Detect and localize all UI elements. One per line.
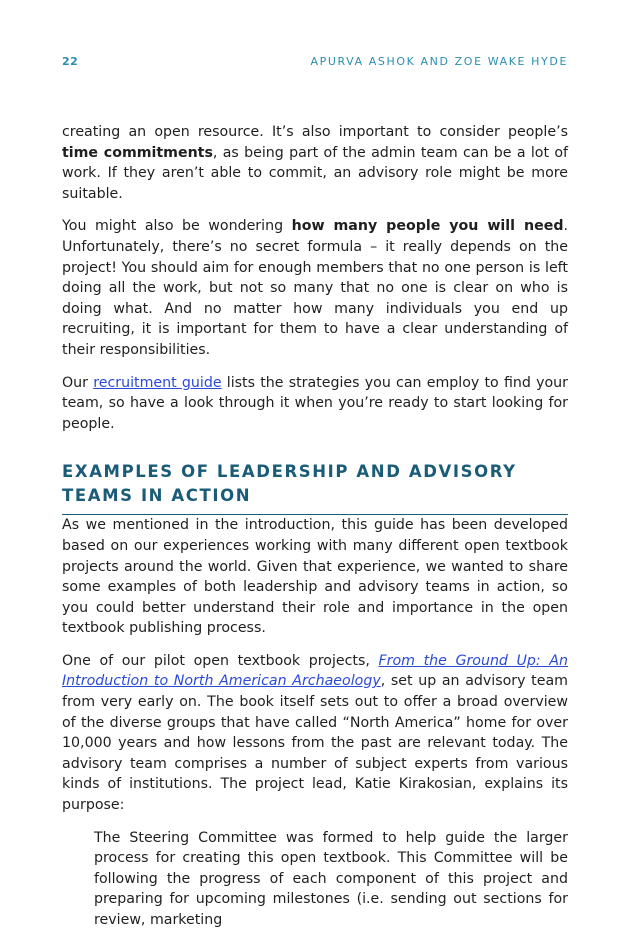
section-heading: EXAMPLES OF LEADERSHIP AND ADVISORY TEAMS IN ACTION: [62, 460, 568, 515]
recruitment-guide-link[interactable]: recruitment guide: [93, 374, 222, 391]
text-run: One of our pilot open textbook projects,: [62, 652, 379, 669]
text-run: . Unfortunately, there’s no secret formula – it really depends on the project! You should aim for enough members that no one person is left doing all the work, but not so many that no one is clear on who is doing what. And no matter how many individuals you end up recruiting, it is important for them to have a clear understanding of their responsibilities.: [62, 218, 568, 358]
bold-term-how-many-people: how many people you will need: [291, 218, 564, 235]
paragraph-introduction: As we mentioned in the introduction, this guide has been developed based on our experiences working with many different open textbook projects around the world. Given that experience, we wanted to share some examples of both leadership and advisory teams in action, so you could better understand their role and importance in the open textbook publishing process.: [62, 517, 568, 637]
paragraph-team-size: [62, 216, 568, 360]
paragraph-recruitment: [62, 373, 568, 435]
page-content: [62, 122, 568, 931]
paragraph-time-commitments: [62, 122, 568, 204]
bold-term-time-commitments: time commitments: [62, 144, 213, 161]
text-run: You might also be wondering: [62, 218, 292, 235]
paragraph-pilot-project: [62, 651, 568, 816]
text-run: lists the strategies you can employ to find your team, so have a look through it when you’re ready to start looking for people.: [62, 374, 568, 432]
running-head: APURVA ASHOK AND ZOE WAKE HYDE: [310, 55, 568, 68]
text-run: creating an open resource. It’s also important to consider people’s: [62, 124, 568, 140]
page-header: [62, 55, 568, 71]
page-number: 22: [62, 55, 79, 68]
block-quote: [94, 828, 568, 931]
quote-text: The Steering Committee was formed to help guide the larger process for creating this open textbook. This Committee will be following the progress of each component of this project and preparing for upcoming milestones (i.e. sending out sections for review, marketing: [94, 829, 568, 928]
book-title-link[interactable]: From the Ground Up: An Introduction to North American Archaeology: [62, 652, 568, 690]
text-run: , set up an advisory team from very early on. The book itself sets out to offer a broad overview of the diverse groups that have called “North America” home for over 10,000 years and how lessons from the past are relevant today. The advisory team comprises a number of subject experts from various kinds of institutions. The project lead, Katie Kirakosian, explains its purpose:: [62, 673, 568, 814]
text-run: Our: [62, 374, 94, 391]
text-run: , as being part of the admin team can be a lot of work. If they aren’t able to commit, an advisory role might be more suitable.: [62, 144, 569, 202]
